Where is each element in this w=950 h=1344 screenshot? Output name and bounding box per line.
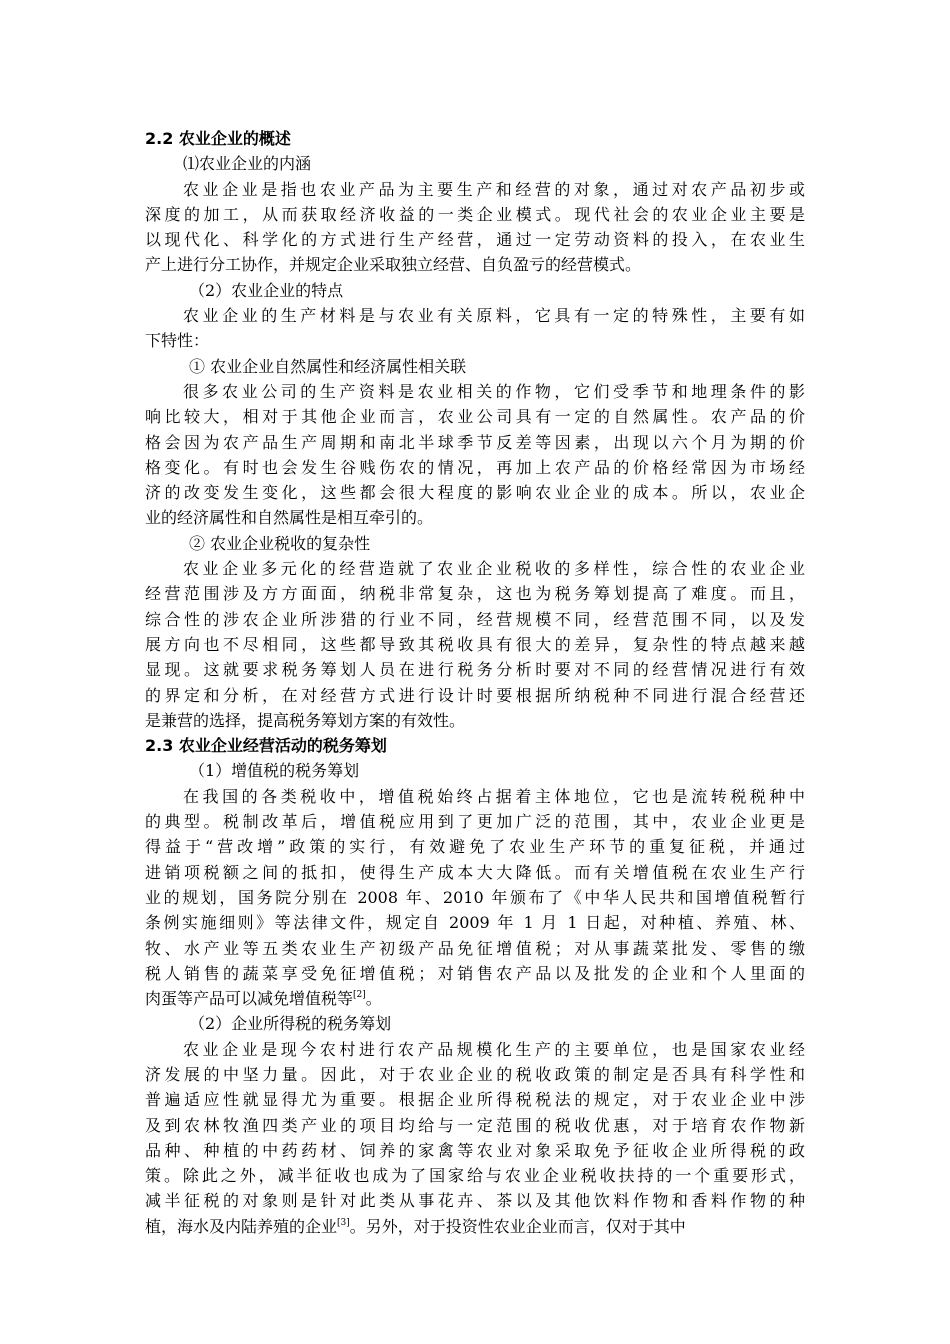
paragraph-line: 及到农林牧渔四类产业的项目均给与一定范围的税收优惠，对于培育农作物新 <box>145 1115 805 1135</box>
paragraph-text: 。另外，对于投资性农业企业而言，仅对于其中 <box>349 1216 686 1236</box>
section-heading-2-2: 2.2 农业企业的概述 <box>145 129 291 148</box>
paragraph-text: 肉蛋等产品可以减免增值税等 <box>145 989 354 1009</box>
paragraph-line: 格变化。有时也会发生谷贱伤农的情况，再加上农产品的价格经常因为市场经 <box>145 457 805 477</box>
paragraph-line: 的界定和分析，在对经营方式进行设计时要根据所纳税种不同进行混合经营还 <box>145 685 805 705</box>
subheading-connotation: ⑴农业企业的内涵 <box>183 154 312 174</box>
paragraph-line: 条例实施细则》等法律文件，规定自 2009 年 1 月 1 日起，对种植、养殖、林、 <box>145 913 805 933</box>
citation-ref: [3] <box>337 1217 350 1228</box>
paragraph-line <box>145 986 805 1011</box>
paragraph-line: 济的改变发生变化，这些都会很大程度的影响农业企业的成本。所以，农业企 <box>145 483 805 503</box>
paragraph-line: 税人销售的蔬菜享受免征增值税；对销售农产品以及批发的企业和个人里面的 <box>145 963 805 983</box>
paragraph-line: 响比较大，相对于其他企业而言，农业公司具有一定的自然属性。农产品的价 <box>145 407 805 427</box>
paragraph-line: 展方向也不尽相同，这些都导致其税收具有很大的差异，复杂性的特点越来越 <box>145 634 805 654</box>
paragraph-line: 很多农业公司的生产资料是农业相关的作物，它们受季节和地理条件的影 <box>183 381 805 401</box>
paragraph-line: 品种、种植的中药药材、饲养的家禽等农业对象采取免予征收企业所得税的政 <box>145 1140 805 1160</box>
citation-ref: [2] <box>353 990 366 1001</box>
paragraph-text: 。 <box>365 989 382 1009</box>
subheading-vat: （1）增值税的税务筹划 <box>189 761 360 781</box>
paragraph-line: 业的经济属性和自然属性是相互牵引的。 <box>145 508 434 528</box>
paragraph-line <box>145 1214 805 1239</box>
paragraph-line: 策。除此之外，减半征收也成为了国家给与农业企业税收扶持的一个重要形式， <box>145 1166 805 1186</box>
paragraph-line: 综合性的涉农企业所涉猎的行业不同，经营规模不同，经营范围不同，以及发 <box>145 609 805 629</box>
paragraph-line: 牧、水产业等五类农业生产初级产品免征增值税；对从事蔬菜批发、零售的缴 <box>145 938 805 958</box>
paragraph-line: 下特性： <box>145 331 210 351</box>
paragraph-line: 减半征税的对象则是针对此类从事花卉、茶以及其他饮料作物和香料作物的种 <box>145 1191 805 1211</box>
paragraph-line: 济发展的中坚力量。因此，对于农业企业的税收政策的制定是否具有科学性和 <box>145 1064 805 1084</box>
paragraph-line: 深度的加工，从而获取经济收益的一类企业模式。现代社会的农业企业主要是 <box>145 204 805 224</box>
subheading-features: （2）农业企业的特点 <box>189 280 344 300</box>
paragraph-line: 是兼营的选择，提高税务筹划方案的有效性。 <box>145 710 466 730</box>
paragraph-line: 农业企业是现今农村进行农产品规模化生产的主要单位，也是国家农业经 <box>183 1039 805 1059</box>
paragraph-line: 业的规划，国务院分别在 2008 年、2010 年颁布了《中华人民共和国增值税暂行 <box>145 887 805 907</box>
paragraph-line: 的典型。税制改革后，增值税应用到了更加广泛的范围，其中，农业企业更是 <box>145 812 805 832</box>
paragraph-line: 进销项税额之间的抵扣，使得生产成本大大降低。而有关增值税在农业生产行 <box>145 862 805 882</box>
paragraph-line: 得益于“营改增”政策的实行，有效避免了农业生产环节的重复征税，并通过 <box>145 837 805 857</box>
list-item-natural-economic: ① 农业企业自然属性和经济属性相关联 <box>189 356 467 376</box>
list-item-tax-complexity: ② 农业企业税收的复杂性 <box>189 533 371 553</box>
paragraph-line: 农业企业的生产材料是与农业有关原料，它具有一定的特殊性，主要有如 <box>183 306 805 326</box>
paragraph-line: 农业企业多元化的经营造就了农业企业税收的多样性，综合性的农业企业 <box>183 559 805 579</box>
paragraph-line: 格会因为农产品生产周期和南北半球季节反差等因素，出现以六个月为期的价 <box>145 432 805 452</box>
paragraph-line: 以现代化、科学化的方式进行生产经营，通过一定劳动资料的投入，在农业生 <box>145 230 805 250</box>
paragraph-line: 产上进行分工协作，并规定企业采取独立经营、自负盈亏的经营模式。 <box>145 255 642 275</box>
paragraph-line: 农业企业是指也农业产品为主要生产和经营的对象，通过对农产品初步或 <box>183 179 805 199</box>
paragraph-line: 显现。这就要求税务筹划人员在进行税务分析时要对不同的经营情况进行有效 <box>145 660 805 680</box>
section-heading-2-3: 2.3 农业企业经营活动的税务筹划 <box>145 736 387 756</box>
paragraph-line: 普遍适应性就显得尤为重要。根据企业所得税税法的规定，对于农业企业中涉 <box>145 1090 805 1110</box>
paragraph-line: 在我国的各类税收中，增值税始终占据着主体地位，它也是流转税税种中 <box>183 786 805 806</box>
subheading-income-tax: （2）企业所得税的税务筹划 <box>189 1014 392 1034</box>
paragraph-text: 植，海水及内陆养殖的企业 <box>145 1216 338 1236</box>
document-page <box>145 126 805 1239</box>
paragraph-line: 经营范围涉及方方面面，纳税非常复杂，这也为税务筹划提高了难度。而且， <box>145 584 805 604</box>
